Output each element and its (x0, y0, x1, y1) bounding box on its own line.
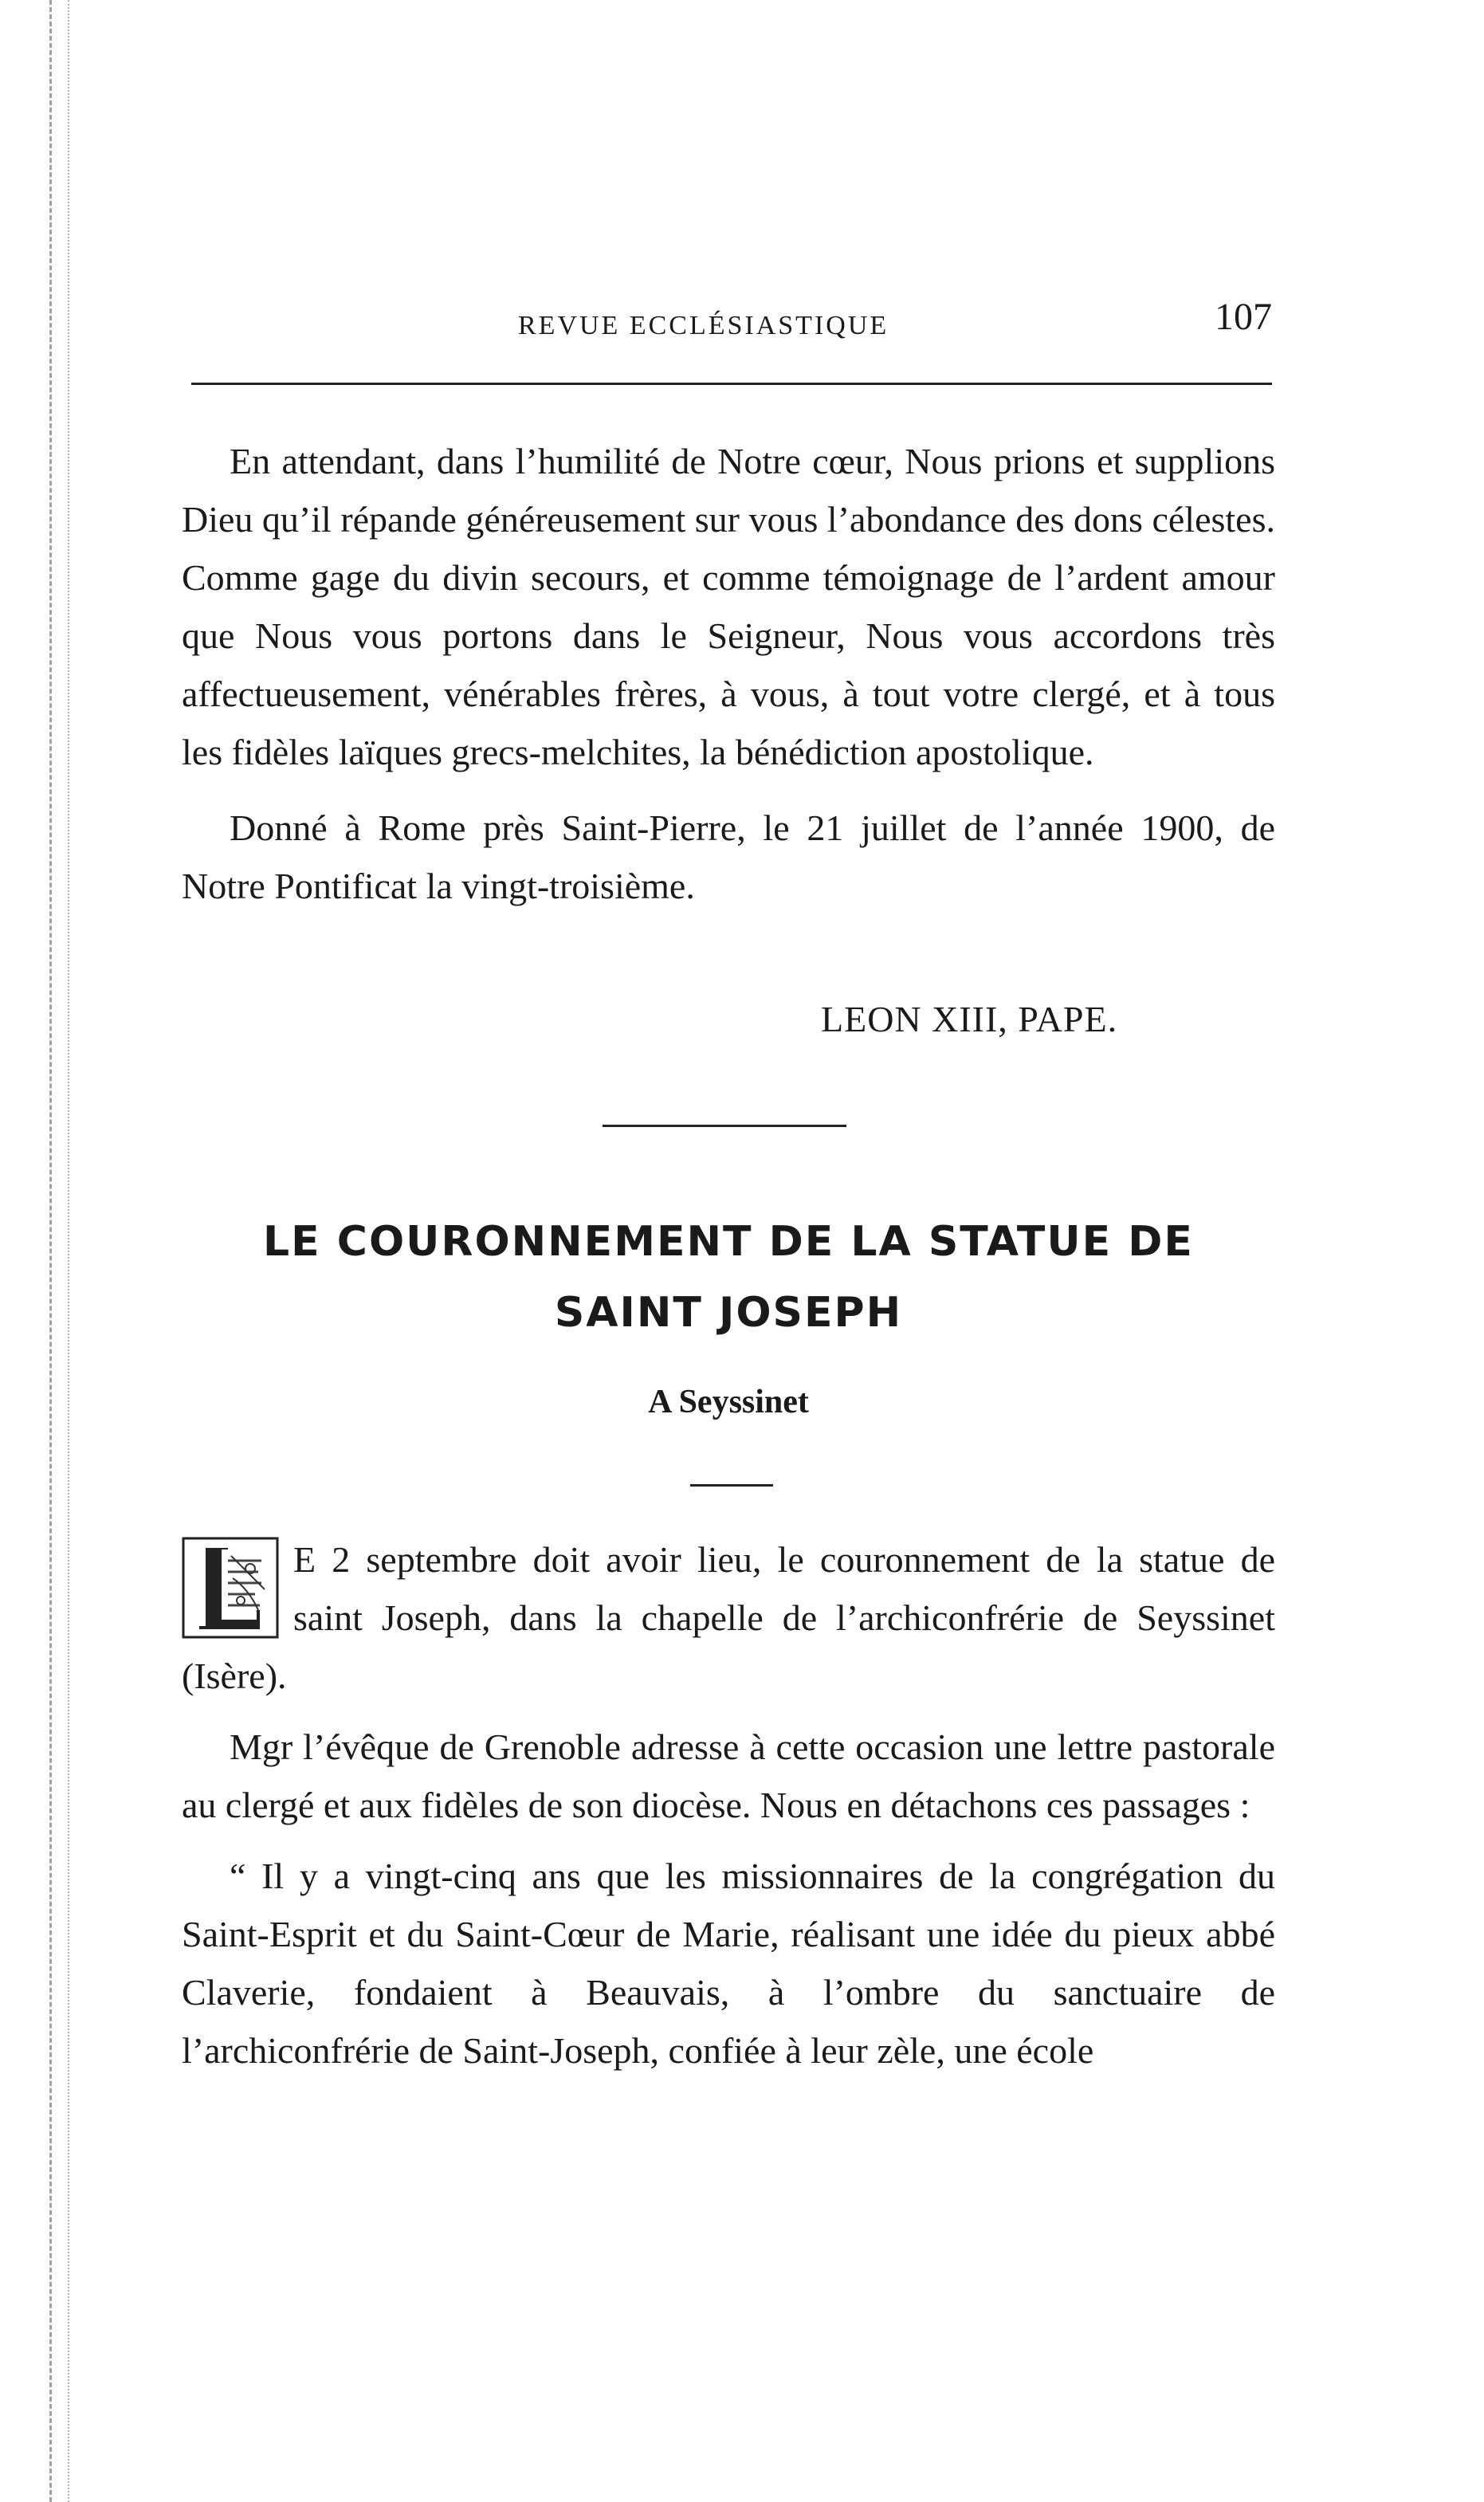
section-separator (603, 1125, 846, 1127)
article-title-line-2: SAINT JOSEPH (554, 1289, 903, 1337)
page-number: 107 (1215, 296, 1272, 338)
subtitle-separator (690, 1484, 773, 1487)
ornamental-drop-cap (182, 1537, 279, 1639)
article-first-paragraph (182, 1530, 1275, 1705)
letter-dating-paragraph: Donné à Rome près Saint-Pierre, le 21 juillet de l’année 1900, de Notre Pontificat la vingt-troisième. (182, 807, 1275, 906)
article-title-line-1: LE COURONNEMENT DE LA STATUE DE (263, 1218, 1194, 1266)
running-header (191, 295, 1272, 351)
article-paragraph: Mgr l’évêque de Grenoble adresse à cette occasion une lettre pastorale au clergé et aux fidèles de son diocèse. Nous en détachons ces passages : (182, 1726, 1275, 1825)
letter-paragraph: En attendant, dans l’humilité de Notre cœur, Nous prions et supplions Dieu qu’il répande généreusement sur vous l’abondance des dons célestes. Comme gage du divin secours, et comme témoignage de l’ardent amour que Nous vous portons dans le Seigneur, Nous vous accordons très affectueusement, vénérables frères, à vous, à tout votre clergé, et à tous les fidèles laïques grecs-melchites, la bénédiction apostolique. (182, 441, 1275, 772)
scanned-binding-edge (49, 0, 76, 2502)
papal-signature: LEON XIII, PAPE. (821, 999, 1118, 1039)
running-title: REVUE ECCLÉSIASTIQUE (518, 311, 889, 340)
article-subtitle: A Seyssinet (648, 1384, 809, 1420)
article-body (182, 1530, 1275, 2092)
header-rule (191, 383, 1272, 385)
article-quoted-paragraph: “ Il y a vingt-cinq ans que les missionnaires de la congrégation du Saint-Esprit et du Saint-Cœur de Marie, réalisant une idée du pieux abbé Claverie, fondaient à Beauvais, à l’ombre du sanctuaire de l’archiconfrérie de Saint-Joseph, confiée à leur zèle, une école (182, 1856, 1275, 2071)
letter-closing-text (182, 432, 1275, 933)
article-first-paragraph-text: E 2 septembre doit avoir lieu, le couronnement de la statue de saint Joseph, dans la chapelle de l’archiconfrérie de Seyssinet (Isère). (182, 1539, 1275, 1696)
